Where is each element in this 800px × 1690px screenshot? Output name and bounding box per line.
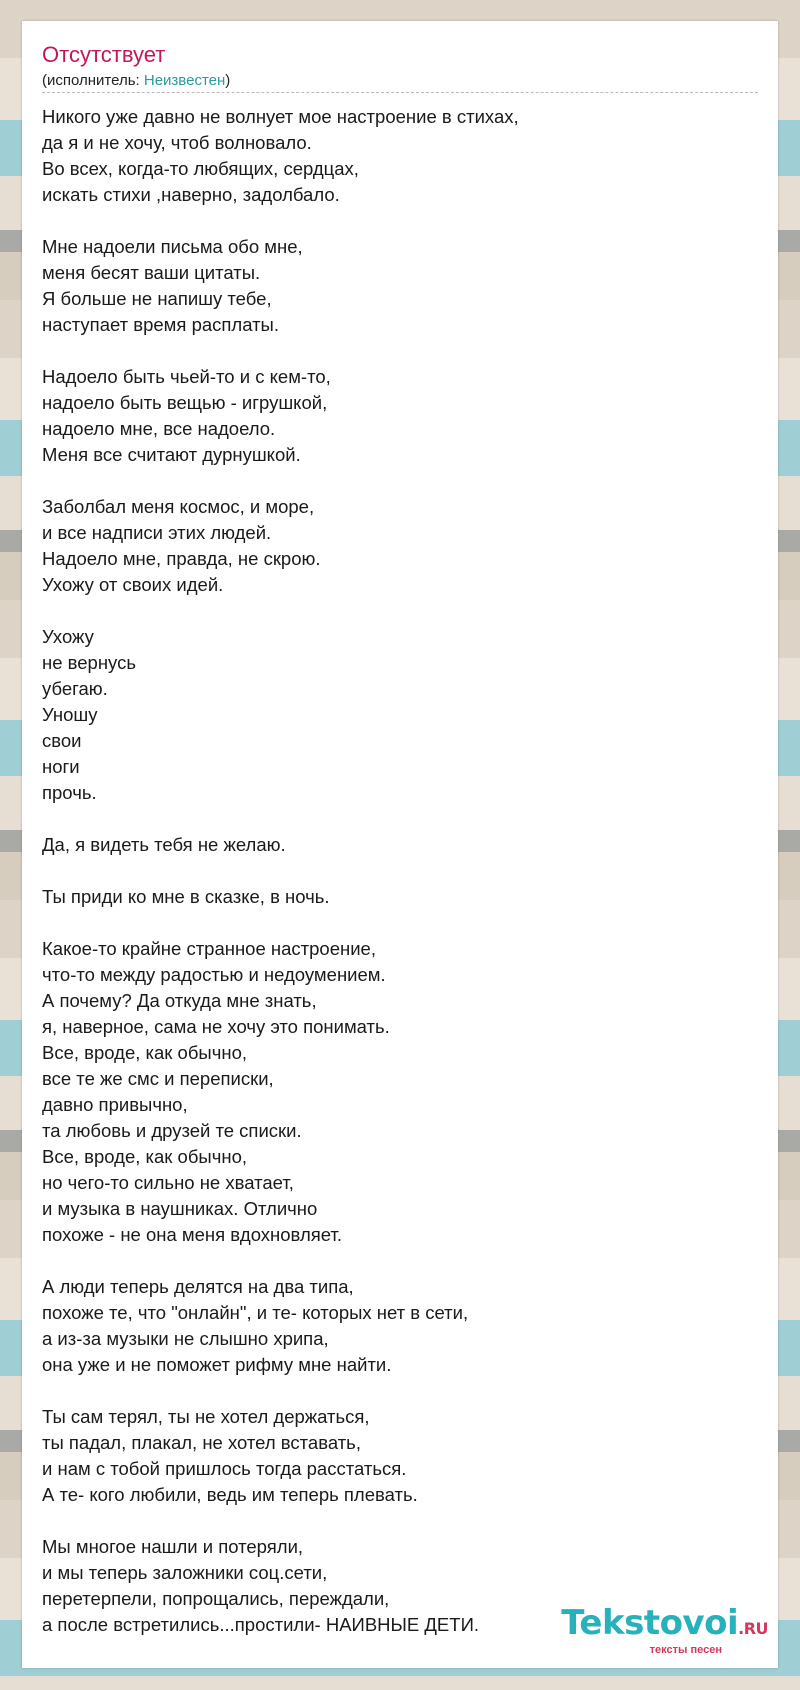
- lyrics-line: не вернусь: [42, 652, 136, 673]
- lyrics-line: Надоело мне, правда, не скрою.: [42, 548, 321, 569]
- lyrics-line: Я больше не напишу тебе,: [42, 288, 272, 309]
- brand-name: Tekstovoi: [561, 1603, 739, 1643]
- lyrics-line: а после встретились...простили- НАИВНЫЕ ДЕТИ.: [42, 1614, 479, 1635]
- lyrics-line: Мне надоели письма обо мне,: [42, 236, 303, 257]
- lyrics-line: А почему? Да откуда мне знать,: [42, 990, 317, 1011]
- lyrics-card: [22, 21, 778, 1668]
- lyrics-line: ноги: [42, 756, 80, 777]
- lyrics-stanza: [42, 1404, 762, 1508]
- lyrics-line: и все надписи этих людей.: [42, 522, 272, 543]
- lyrics-line: Ухожу: [42, 626, 94, 647]
- lyrics-line: я, наверное, сама не хочу это понимать.: [42, 1016, 390, 1037]
- lyrics-line: Никого уже давно не волнует мое настроение в стихах,: [42, 106, 519, 127]
- artist-link[interactable]: Неизвестен: [143, 72, 226, 89]
- lyrics-line: но чего-то сильно не хватает,: [42, 1172, 294, 1193]
- lyrics-line: А те- кого любили, ведь им теперь плевать.: [42, 1484, 418, 1505]
- lyrics-line: ты падал, плакал, не хотел вставать,: [42, 1432, 361, 1453]
- lyrics-stanza: [42, 936, 762, 1248]
- lyrics-line: да я и не хочу, чтоб волновало.: [42, 132, 312, 153]
- lyrics-line: а из-за музыки не слышно хрипа,: [42, 1328, 329, 1349]
- lyrics-line: Какое-то крайне странное настроение,: [42, 938, 376, 959]
- lyrics-line: все те же смс и переписки,: [42, 1068, 274, 1089]
- artist-suffix: ): [225, 72, 231, 89]
- lyrics-line: и музыка в наушниках. Отлично: [42, 1198, 318, 1219]
- lyrics-line: надоело мне, все надоело.: [42, 418, 276, 439]
- lyrics-line: похоже те, что "онлайн", и те- которых нет в сети,: [42, 1302, 469, 1323]
- lyrics-stanza: [42, 104, 762, 208]
- lyrics-line: Уношу: [42, 704, 98, 725]
- lyrics-line: и нам с тобой пришлось тогда расстаться.: [42, 1458, 407, 1479]
- lyrics-line: А люди теперь делятся на два типа,: [42, 1276, 354, 1297]
- lyrics-line: она уже и не поможет рифму мне найти.: [42, 1354, 392, 1375]
- lyrics-line: меня бесят ваши цитаты.: [42, 262, 261, 283]
- lyrics-line: похоже - не она меня вдохновляет.: [42, 1224, 342, 1245]
- lyrics-line: прочь.: [42, 782, 97, 803]
- lyrics-line: Ухожу от своих идей.: [42, 574, 224, 595]
- title-divider: [42, 92, 758, 93]
- lyrics-line: Все, вроде, как обычно,: [42, 1042, 248, 1063]
- lyrics-line: Надоело быть чьей-то и с кем-то,: [42, 366, 331, 387]
- lyrics-line: и мы теперь заложники соц.сети,: [42, 1562, 328, 1583]
- tekstovoi-logo[interactable]: [561, 1603, 768, 1656]
- lyrics-line: искать стихи ,наверно, задолбало.: [42, 184, 340, 205]
- lyrics-line: Ты приди ко мне в сказке, в ночь.: [42, 886, 330, 907]
- lyrics-line: Заболбал меня космос, и море,: [42, 496, 315, 517]
- lyrics-stanza: [42, 884, 762, 910]
- lyrics-line: Мы многое нашли и потеряли,: [42, 1536, 304, 1557]
- lyrics-line: Во всех, когда-то любящих, сердцах,: [42, 158, 359, 179]
- lyrics-stanza: [42, 1274, 762, 1378]
- lyrics-text: [42, 104, 762, 1664]
- lyrics-line: та любовь и друзей те списки.: [42, 1120, 302, 1141]
- lyrics-line: Меня все считают дурнушкой.: [42, 444, 301, 465]
- brand-domain: .RU: [738, 1619, 768, 1638]
- lyrics-line: наступает время расплаты.: [42, 314, 279, 335]
- lyrics-line: Ты сам терял, ты не хотел держаться,: [42, 1406, 370, 1427]
- artist-line: [42, 72, 230, 90]
- lyrics-stanza: [42, 624, 762, 806]
- lyrics-stanza: [42, 494, 762, 598]
- lyrics-line: Да, я видеть тебя не желаю.: [42, 834, 286, 855]
- lyrics-line: свои: [42, 730, 82, 751]
- artist-prefix: (исполнитель:: [42, 72, 144, 89]
- lyrics-line: убегаю.: [42, 678, 108, 699]
- lyrics-stanza: [42, 364, 762, 468]
- lyrics-line: давно привычно,: [42, 1094, 188, 1115]
- lyrics-line: перетерпели, попрощались, переждали,: [42, 1588, 390, 1609]
- lyrics-stanza: [42, 832, 762, 858]
- brand-tagline: тексты песен: [649, 1644, 722, 1656]
- lyrics-stanza: [42, 234, 762, 338]
- lyrics-line: что-то между радостью и недоумением.: [42, 964, 386, 985]
- lyrics-line: Все, вроде, как обычно,: [42, 1146, 248, 1167]
- song-title: Отсутствует: [42, 42, 166, 67]
- lyrics-line: надоело быть вещью - игрушкой,: [42, 392, 328, 413]
